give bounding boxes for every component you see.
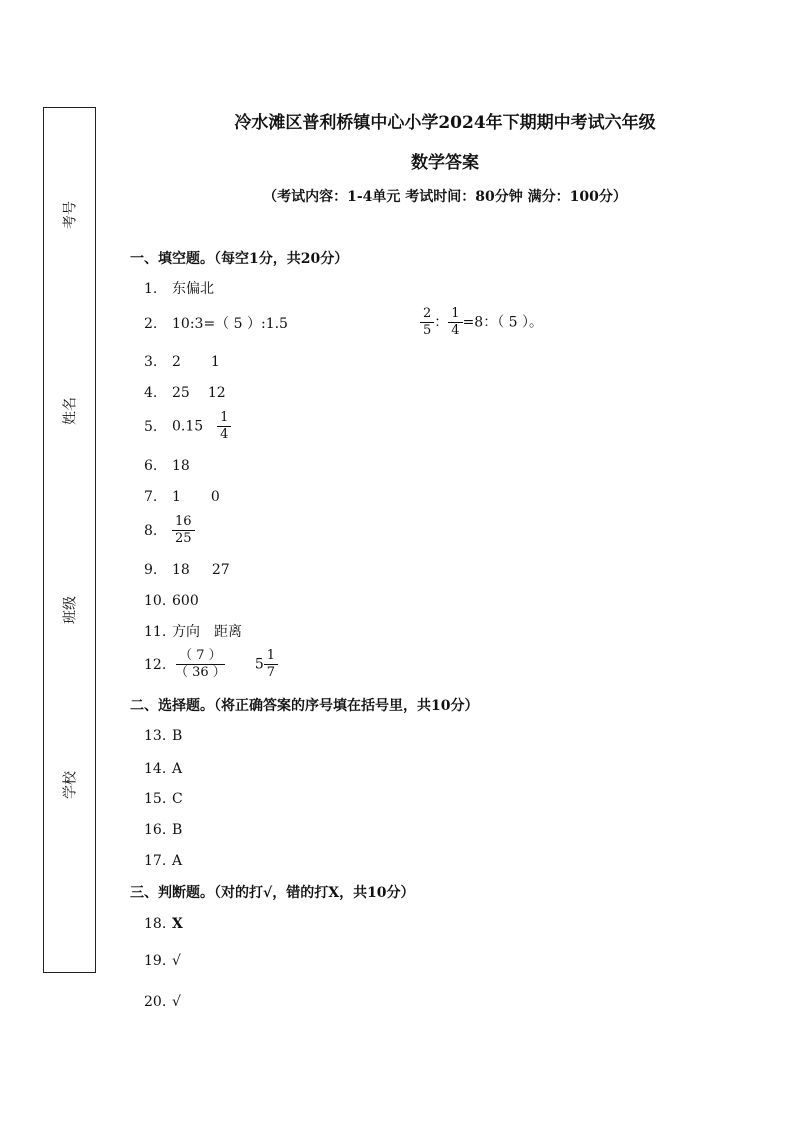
answer-a: 18 xyxy=(172,562,190,578)
answer-item-3 xyxy=(144,352,220,372)
fraction: $\frac{16}{25}$ xyxy=(172,514,195,547)
answer-a: 18 xyxy=(172,458,190,474)
answer-item-2 xyxy=(144,314,288,334)
item-number: 3. xyxy=(144,354,158,370)
answer-item-17 xyxy=(144,851,182,871)
item-number: 18. xyxy=(144,916,167,932)
item-number: 7. xyxy=(144,489,158,505)
item-number: 6. xyxy=(144,458,158,474)
answer-item-18 xyxy=(144,914,183,934)
answer-item-8 xyxy=(144,514,195,547)
answer-text: =8：（ 5 ）。 xyxy=(462,314,544,331)
item-number: 13. xyxy=(144,728,167,744)
answer-item-1 xyxy=(144,279,214,299)
fraction: $\frac{1}{7}$ xyxy=(264,648,278,681)
name-label: 姓名 xyxy=(62,397,79,425)
answer-item-11 xyxy=(144,622,242,642)
answer-b: 距离 xyxy=(214,624,242,640)
item-number: 20. xyxy=(144,994,167,1010)
answer-item-6 xyxy=(144,456,190,476)
answer-a: 方向 xyxy=(172,624,200,640)
answer-item-10 xyxy=(144,591,199,611)
answer-item-16 xyxy=(144,820,182,840)
school-label: 学校 xyxy=(62,771,79,799)
answer-b: 0 xyxy=(210,489,220,505)
answer-item-9 xyxy=(144,560,230,580)
answer-a: 0.15 xyxy=(172,418,204,435)
answer-a: √ xyxy=(172,953,181,969)
answer-a: √ xyxy=(172,994,181,1010)
answer-item-14 xyxy=(144,759,182,779)
item-number: 14. xyxy=(144,761,167,777)
item-number: 1. xyxy=(144,281,158,297)
answer-a: 2 xyxy=(172,354,181,370)
fraction: $\frac{2}{5}$ xyxy=(420,306,434,339)
answer-item-13 xyxy=(144,726,182,746)
exam-info: （考试内容：1-4单元 考试时间：80分钟 满分：100分） xyxy=(263,189,627,205)
answer-a: C xyxy=(172,791,183,807)
item-number: 5. xyxy=(144,418,158,435)
section-judgement-heading: 三、判断题。（对的打√，错的打X，共10分） xyxy=(130,885,415,901)
section-choice-heading: 二、选择题。（将正确答案的序号填在括号里，共10分） xyxy=(130,698,479,714)
item-number: 12. xyxy=(144,656,167,673)
answer-a: X xyxy=(172,916,183,932)
answer-item-5 xyxy=(144,410,231,443)
answer-a: A xyxy=(172,853,183,869)
fraction: $\frac{1}{4}$ xyxy=(217,410,231,443)
item-number: 19. xyxy=(144,953,167,969)
binding-margin-box xyxy=(43,107,96,973)
item-number: 10. xyxy=(144,593,167,609)
answer-a: 1 xyxy=(172,489,181,505)
answer-item-7 xyxy=(144,487,220,507)
fraction: $\frac{1}{4}$ xyxy=(448,306,462,339)
answer-a: 600 xyxy=(172,593,199,609)
answer-b: 12 xyxy=(207,385,226,401)
item-number: 4. xyxy=(144,385,158,401)
answer-a: B xyxy=(172,822,183,838)
page-title: 冷水滩区普利桥镇中心小学2024年下期期中考试六年级 xyxy=(234,113,656,133)
item-number: 15. xyxy=(144,791,167,807)
fraction: $\frac{( 7 )}{( 36 )}$ xyxy=(175,648,226,680)
ratio-separator: ： xyxy=(434,314,449,331)
answer-item-4 xyxy=(144,383,226,403)
item-number: 11. xyxy=(144,624,167,640)
answer-item-15 xyxy=(144,789,183,809)
answer-a: 25 xyxy=(172,385,190,401)
item-number: 17. xyxy=(144,853,167,869)
answer-item-19 xyxy=(144,951,181,971)
exam-number-label: 考号 xyxy=(62,201,79,229)
answer-text: 东偏北 xyxy=(172,281,214,297)
item-number: 2. xyxy=(144,316,158,332)
answer-b: 27 xyxy=(211,562,230,578)
answer-a: B xyxy=(172,728,183,744)
answer-item-12 xyxy=(144,648,278,681)
item-number: 16. xyxy=(144,822,167,838)
item-number: 8. xyxy=(144,522,158,539)
mixed-whole: 5 xyxy=(254,656,264,673)
answer-a: A xyxy=(172,761,183,777)
section-fill-in-heading: 一、填空题。（每空1分，共20分） xyxy=(130,251,349,267)
answer-text: 10:3=（ 5 ）:1.5 xyxy=(172,316,288,332)
class-label: 班级 xyxy=(62,596,79,624)
answer-item-2-ratio xyxy=(420,306,543,339)
page-subtitle: 数学答案 xyxy=(411,153,479,173)
answer-b: 1 xyxy=(210,354,220,370)
item-number: 9. xyxy=(144,562,158,578)
answer-item-20 xyxy=(144,992,181,1012)
